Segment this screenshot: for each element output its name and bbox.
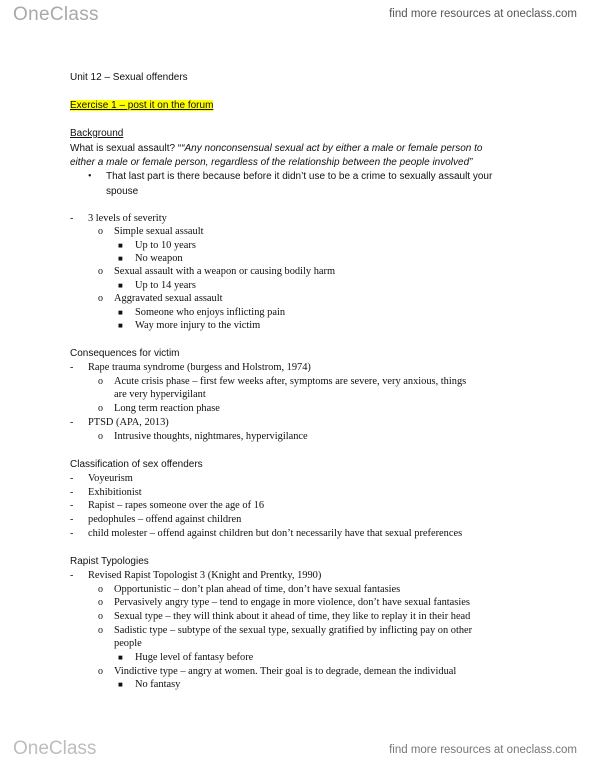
definition-line-2: either a male or female person, regardless of the relationship between the people involved” [70, 157, 473, 168]
consequences-heading: Consequences for victim [70, 348, 180, 359]
aggravated-detail-1: Someone who enjoys inflicting pain [135, 307, 286, 318]
dash-marker: - [70, 487, 74, 498]
aggravated-assault: Aggravated sexual assault [114, 293, 223, 304]
square-marker: ■ [118, 281, 123, 290]
simple-detail-2: No weapon [135, 253, 183, 264]
spouse-note-2: spouse [106, 186, 139, 197]
dash-marker: - [70, 500, 74, 511]
acute-phase-1: Acute crisis phase – first few weeks after, symptoms are severe, very anxious, things [114, 376, 467, 387]
oneclass-footer-logo[interactable]: OneClass [13, 738, 97, 759]
circle-marker: o [98, 226, 103, 237]
definition-label: What is sexual assault? “ [70, 143, 182, 154]
class-child-molester: child molester – offend against children but don’t necessarily have that sexual preferences [88, 528, 463, 539]
square-marker: ■ [118, 680, 123, 689]
exercise-text: Exercise 1 – post it on the forum [70, 100, 214, 111]
vindictive-detail: No fantasy [135, 679, 181, 690]
type-vindictive: Vindictive type – angry at women. Their goal is to degrade, demean the individual [114, 666, 457, 677]
circle-marker: o [98, 584, 103, 595]
sadistic-detail: Huge level of fantasy before [135, 652, 254, 663]
square-marker: ■ [118, 254, 123, 263]
typologies-heading: Rapist Typologies [70, 556, 149, 567]
circle-marker: o [98, 666, 103, 677]
circle-marker: o [98, 431, 103, 442]
ptsd-detail: Intrusive thoughts, nightmares, hypervigilance [114, 431, 308, 442]
square-marker: ■ [118, 308, 123, 317]
circle-marker: o [98, 266, 103, 277]
class-pedophile: pedophules – offend against children [88, 514, 242, 525]
circle-marker: o [98, 403, 103, 414]
class-voyeurism: Voyeurism [88, 473, 133, 484]
ptsd-item: PTSD (APA, 2013) [88, 417, 169, 428]
weapon-assault: Sexual assault with a weapon or causing bodily harm [114, 266, 336, 277]
dash-marker: - [70, 473, 74, 484]
circle-marker: o [98, 376, 103, 387]
simple-detail-1: Up to 10 years [135, 240, 196, 251]
dash-marker: - [70, 362, 74, 373]
aggravated-detail-2: Way more injury to the victim [135, 320, 261, 331]
rape-trauma-syndrome: Rape trauma syndrome (burgess and Holstrom, 1974) [88, 362, 311, 373]
bullet-dot: • [88, 171, 92, 182]
square-marker: ■ [118, 321, 123, 330]
class-exhibitionist: Exhibitionist [88, 487, 142, 498]
weapon-detail-1: Up to 14 years [135, 280, 196, 291]
acute-phase-2: are very hypervigilant [114, 389, 206, 400]
doc-title: Unit 12 – Sexual offenders [70, 72, 188, 83]
type-pervasively-angry: Pervasively angry type – tend to engage in more violence, don’t have sexual fantasies [114, 597, 470, 608]
type-sadistic-2: people [114, 638, 142, 649]
definition-quote-1: “Any nonconsensual sexual act by either a male or female person to [181, 143, 483, 154]
simple-assault: Simple sexual assault [114, 226, 204, 237]
type-sexual: Sexual type – they will think about it ahead of time, they like to replay it in their head [114, 611, 471, 622]
classification-heading: Classification of sex offenders [70, 459, 203, 470]
spouse-note-1: That last part is there because before it didn’t use to be a crime to sexually assault your [106, 171, 493, 182]
circle-marker: o [98, 611, 103, 622]
footer-resources-link[interactable]: find more resources at oneclass.com [389, 744, 577, 756]
type-sadistic-1: Sadistic type – subtype of the sexual type, sexually gratified by inflicting pay on other [114, 625, 473, 636]
dash-marker: - [70, 417, 74, 428]
revised-topologist: Revised Rapist Topologist 3 (Knight and Prentky, 1990) [88, 570, 322, 581]
circle-marker: o [98, 625, 103, 636]
dash-marker: - [70, 528, 74, 539]
dash-marker: - [70, 514, 74, 525]
background-heading: Background [70, 128, 124, 139]
dash-marker: - [70, 570, 74, 581]
exercise-heading [70, 100, 213, 112]
class-rapist: Rapist – rapes someone over the age of 16 [88, 500, 265, 511]
oneclass-logo[interactable]: OneClass [13, 4, 99, 25]
dash-marker: - [70, 213, 74, 224]
long-term-phase: Long term reaction phase [114, 403, 220, 414]
circle-marker: o [98, 293, 103, 304]
square-marker: ■ [118, 653, 123, 662]
circle-marker: o [98, 597, 103, 608]
definition-line-1 [70, 143, 482, 155]
type-opportunistic: Opportunistic – don’t plan ahead of time, don’t have sexual fantasies [114, 584, 401, 595]
square-marker: ■ [118, 241, 123, 250]
severity-item: 3 levels of severity [88, 213, 167, 224]
resources-link[interactable]: find more resources at oneclass.com [389, 8, 577, 20]
